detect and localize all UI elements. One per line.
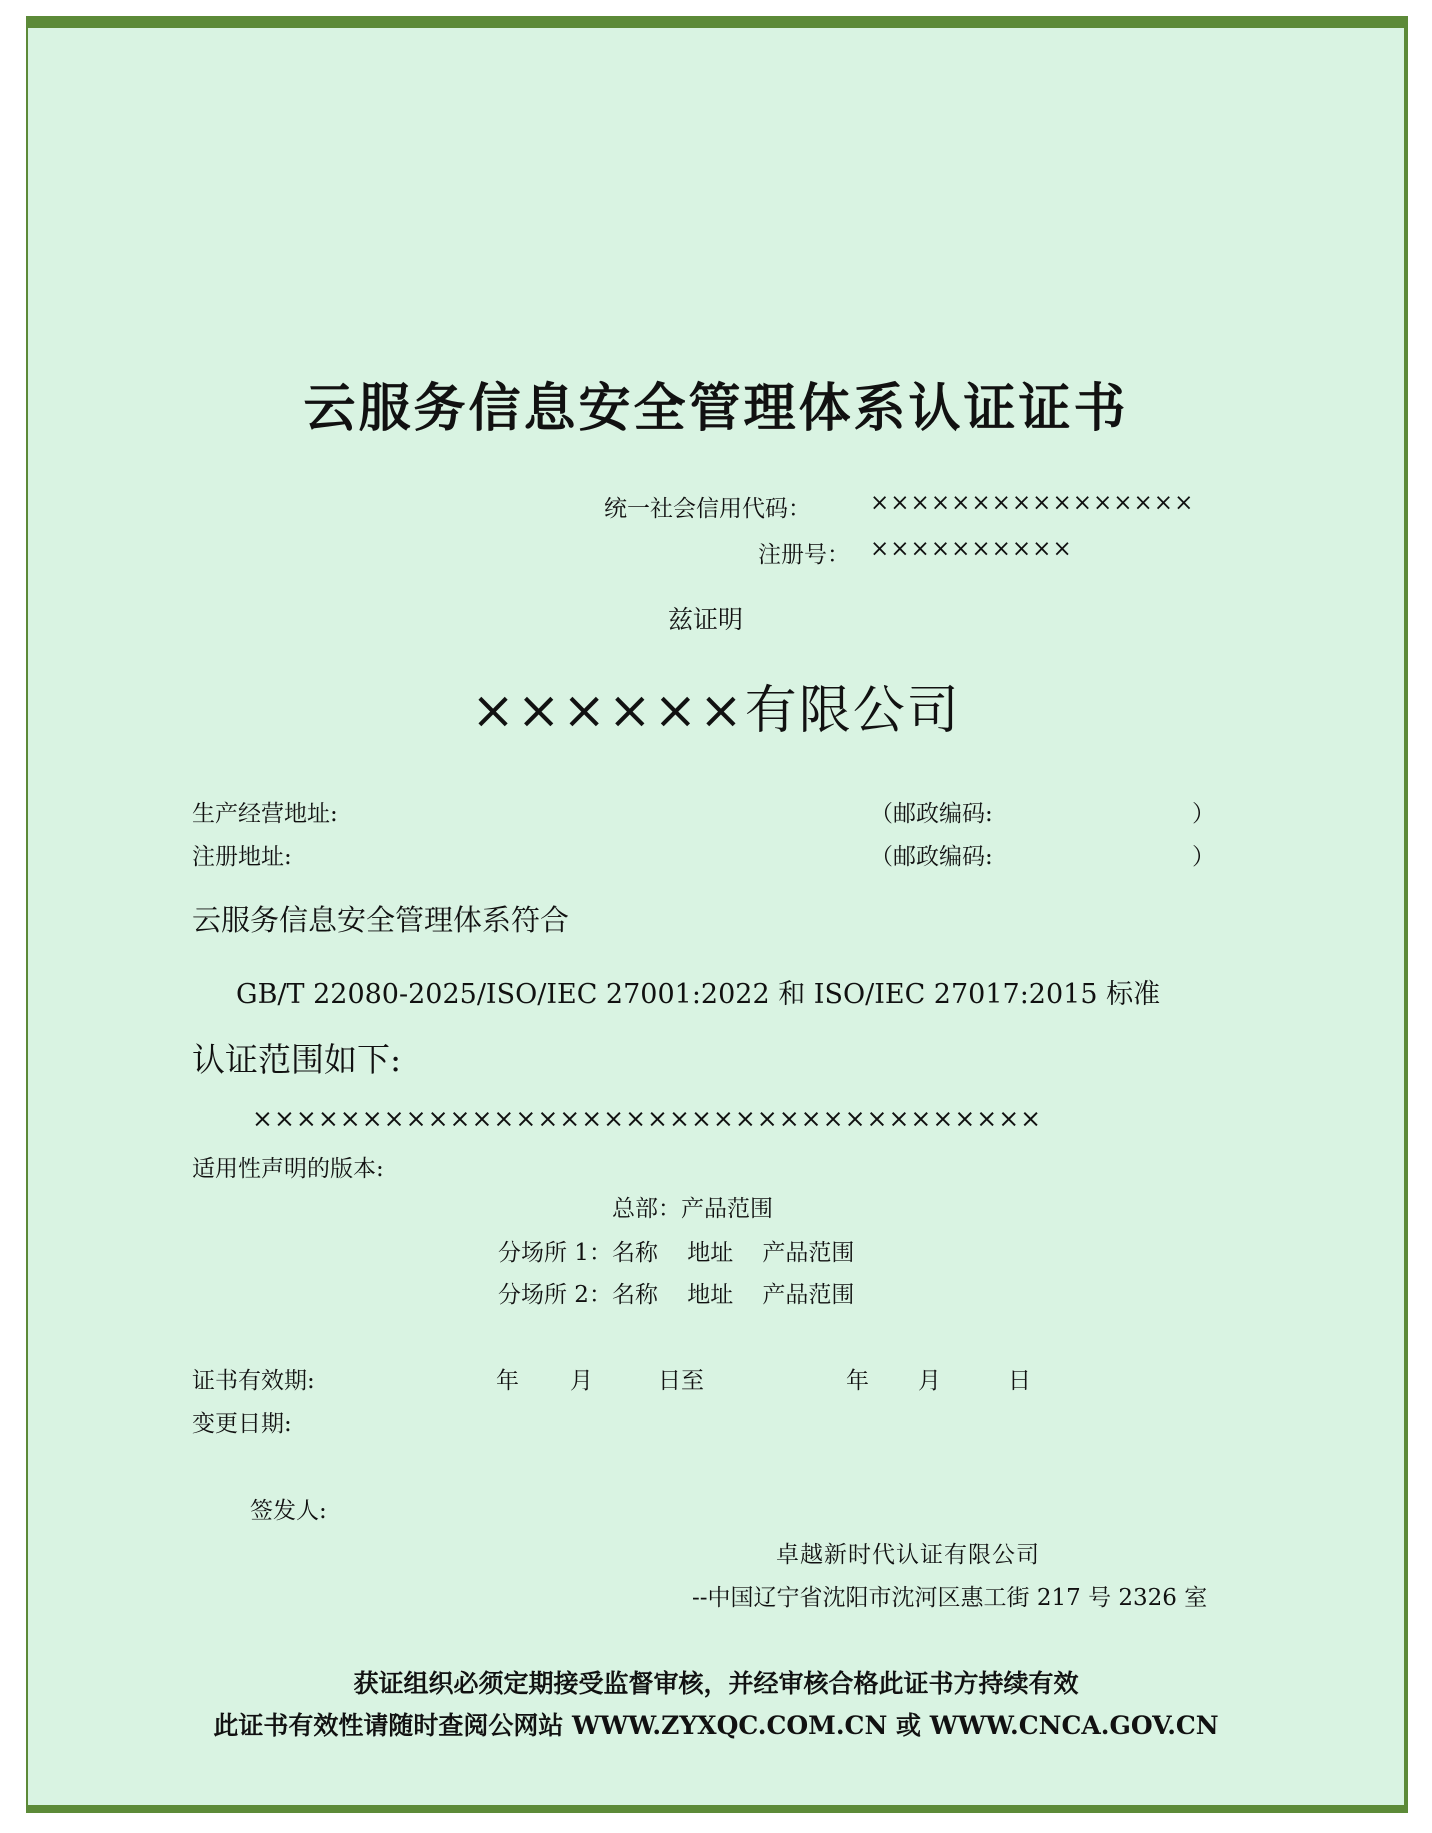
validity-month-1: 月 [570,1368,593,1394]
change-date-label: 变更日期: [192,1411,292,1437]
production-postcode-close: ） [1192,801,1215,827]
reg-no-label: 注册号： [758,542,850,568]
registered-postcode-close: ） [1192,844,1215,870]
issuer-address: --中国辽宁省沈阳市沈河区惠工街 217 号 2326 室 [692,1585,1208,1611]
credit-code-value: ×××××××××××××××× [870,490,1195,516]
validity-month-2: 月 [918,1368,941,1394]
site-branch-1: 分场所 1：名称 地址 产品范围 [498,1240,855,1266]
footer-verification: 此证书有效性请随时查阅公网站 WWW.ZYXQC.COM.CN 或 WWW.CNCA.GOV.CN [213,1711,1219,1740]
reg-no-value: ×××××××××× [870,536,1073,562]
scope-value: ×××××××××××××××××××××××××××××××××××× [252,1104,1043,1133]
registered-address-label: 注册地址: [192,844,292,870]
footer-notice: 获证组织必须定期接受监督审核，并经审核合格此证书方持续有效 [353,1669,1079,1698]
hereby-text: 兹证明 [668,605,744,634]
credit-code-label: 统一社会信用代码： [604,496,811,522]
standard-reference: GB/T 22080-2025/ISO/IEC 27001:2022 和 ISO/IEC 27017:2015 标准 [236,979,1161,1010]
production-address-label: 生产经营地址: [192,801,338,827]
registered-postcode-label: （邮政编码: [870,844,993,870]
validity-label: 证书有效期: [192,1368,315,1394]
conformity-statement: 云服务信息安全管理体系符合 [192,903,570,937]
validity-day-2: 日 [1008,1368,1031,1394]
production-postcode-label: （邮政编码: [870,801,993,827]
scope-title: 认证范围如下: [192,1040,402,1079]
company-name: ××××××有限公司 [471,681,961,741]
validity-year-2: 年 [846,1368,869,1394]
certificate-title: 云服务信息安全管理体系认证证书 [303,378,1129,439]
signer-label: 签发人: [250,1498,327,1524]
soa-version-label: 适用性声明的版本: [192,1156,384,1182]
site-headquarters: 总部：产品范围 [612,1196,773,1222]
site-branch-2: 分场所 2：名称 地址 产品范围 [498,1282,855,1308]
validity-year-1: 年 [496,1368,519,1394]
issuer-name: 卓越新时代认证有限公司 [776,1542,1040,1568]
validity-day-to: 日至 [658,1368,704,1394]
